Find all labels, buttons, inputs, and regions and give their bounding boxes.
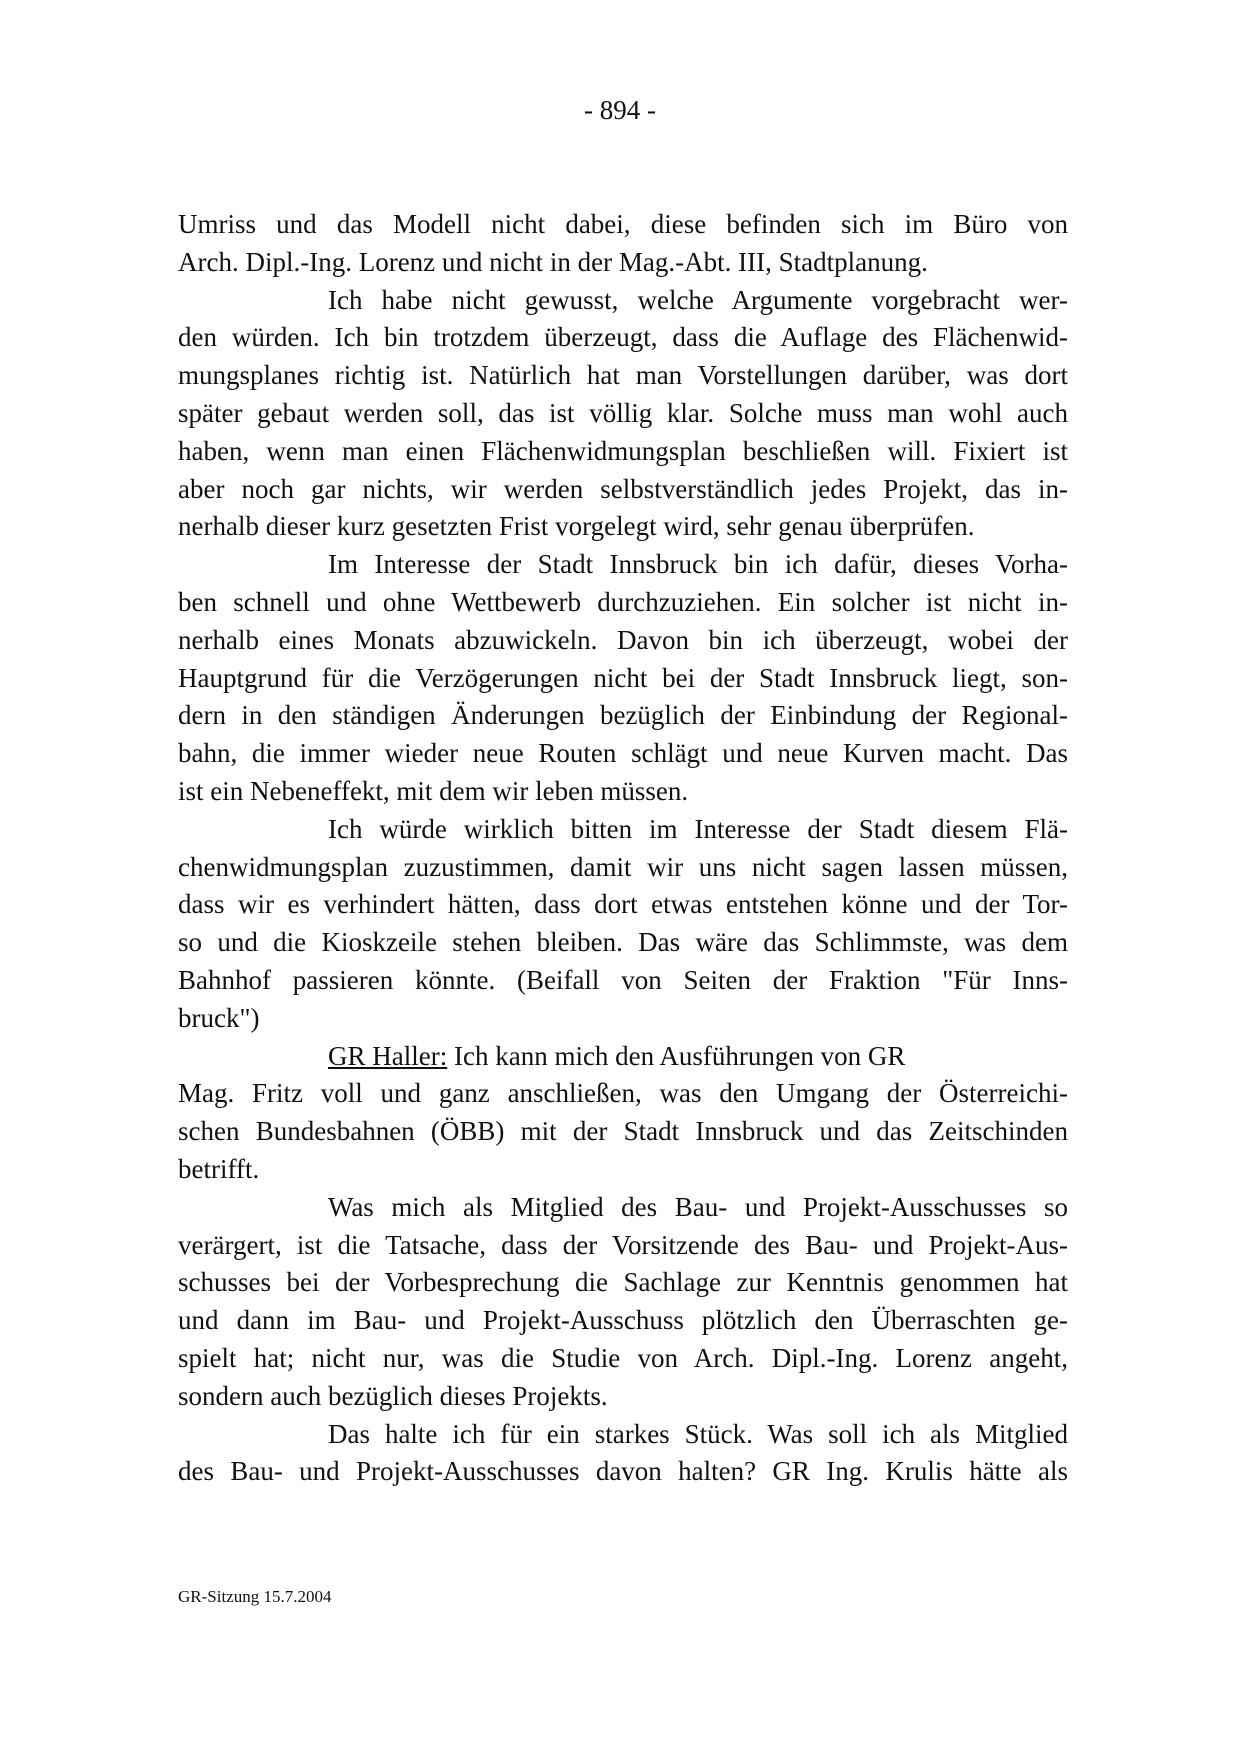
- text-line: und dann im Bau- und Projekt-Ausschuss plötzlich den Überraschten ge-: [178, 1305, 1068, 1336]
- paragraph-start-line: Ich würde wirklich bitten im Interesse der Stadt diesem Flä-: [328, 813, 1068, 844]
- text-line: chenwidmungsplan zuzustimmen, damit wir uns nicht sagen lassen müssen,: [178, 851, 1068, 882]
- text-line: Hauptgrund für die Verzögerungen nicht bei der Stadt Innsbruck liegt, son-: [178, 662, 1068, 693]
- text-line: verärgert, ist die Tatsache, dass der Vorsitzende des Bau- und Projekt-Aus-: [178, 1229, 1068, 1260]
- text-line: nerhalb dieser kurz gesetzten Frist vorgelegt wird, sehr genau überprüfen.: [178, 511, 975, 542]
- speaker-name: GR Haller:: [328, 1040, 448, 1071]
- text-line: so und die Kioskzeile stehen bleiben. Das wäre das Schlimmste, was dem: [178, 927, 1068, 958]
- text-line: später gebaut werden soll, das ist völlig klar. Solche muss man wohl auch: [178, 397, 1068, 428]
- text-line: des Bau- und Projekt-Ausschusses davon halten? GR Ing. Krulis hätte als: [178, 1456, 1068, 1487]
- text-line: haben, wenn man einen Flächenwidmungsplan beschließen will. Fixiert ist: [178, 435, 1068, 466]
- text-line: den würden. Ich bin trotzdem überzeugt, dass die Auflage des Flächenwid-: [178, 322, 1068, 353]
- text-line: Umriss und das Modell nicht dabei, diese befinden sich im Büro von: [178, 209, 1068, 239]
- speaker-line-text: Ich kann mich den Ausführungen von GR: [453, 1040, 906, 1071]
- text-line: betrifft.: [178, 1153, 260, 1184]
- text-line: spielt hat; nicht nur, was die Studie von Arch. Dipl.-Ing. Lorenz angeht,: [178, 1342, 1068, 1373]
- document-body: [178, 206, 1068, 1491]
- text-line: dern in den ständigen Änderungen bezüglich der Einbindung der Regional-: [178, 700, 1068, 731]
- text-line: mungsplanes richtig ist. Natürlich hat man Vorstellungen darüber, was dort: [178, 360, 1068, 391]
- speaker-line: [178, 1038, 1068, 1076]
- paragraph-start-line: Was mich als Mitglied des Bau- und Projekt-Ausschusses so: [328, 1191, 1068, 1222]
- paragraph-start-line: Im Interesse der Stadt Innsbruck bin ich dafür, dieses Vorha-: [328, 549, 1068, 580]
- text-line: ben schnell und ohne Wettbewerb durchzuziehen. Ein solcher ist nicht in-: [178, 586, 1068, 617]
- text-line: Mag. Fritz voll und ganz anschließen, was den Umgang der Österreichi-: [178, 1078, 1068, 1109]
- paragraph-start-line: Ich habe nicht gewusst, welche Argumente vorgebracht wer-: [328, 284, 1068, 315]
- text-line: schen Bundesbahnen (ÖBB) mit der Stadt Innsbruck und das Zeitschinden: [178, 1116, 1068, 1147]
- text-line: sondern auch bezüglich dieses Projekts.: [178, 1380, 608, 1411]
- text-line: nerhalb eines Monats abzuwickeln. Davon bin ich überzeugt, wobei der: [178, 624, 1068, 655]
- text-line: bruck"): [178, 1002, 260, 1033]
- text-line: dass wir es verhindert hätten, dass dort etwas entstehen könne und der Tor-: [178, 889, 1068, 920]
- text-line: aber noch gar nichts, wir werden selbstverständlich jedes Projekt, das in-: [178, 473, 1068, 504]
- text-line: bahn, die immer wieder neue Routen schlägt und neue Kurven macht. Das: [178, 738, 1068, 769]
- page-number: - 894 -: [584, 95, 656, 125]
- text-line: Bahnhof passieren könnte. (Beifall von Seiten der Fraktion "Für Inns-: [178, 964, 1068, 995]
- paragraph-start-line: Das halte ich für ein starkes Stück. Was soll ich als Mitglied: [328, 1418, 1068, 1449]
- text-line: schusses bei der Vorbesprechung die Sachlage zur Kenntnis genommen hat: [178, 1267, 1068, 1298]
- page-footer: GR-Sitzung 15.7.2004: [178, 1587, 332, 1606]
- text-line: Arch. Dipl.-Ing. Lorenz und nicht in der Mag.-Abt. III, Stadtplanung.: [178, 246, 928, 277]
- text-line: ist ein Nebeneffekt, mit dem wir leben müssen.: [178, 775, 689, 806]
